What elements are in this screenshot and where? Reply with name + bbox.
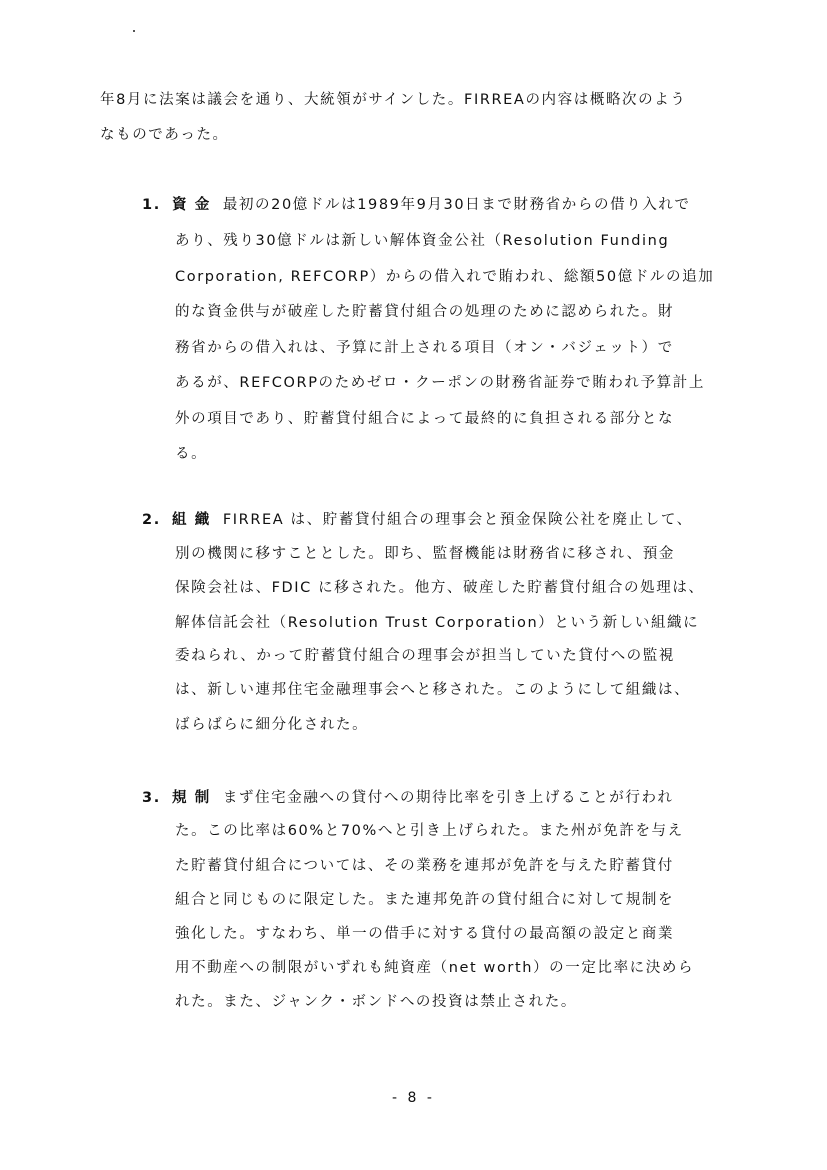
scan-mark — [133, 30, 135, 32]
section-number: 1. — [142, 197, 161, 213]
section-number: 3. — [142, 790, 161, 806]
section-title: 資 金 — [172, 197, 211, 213]
section-title: 組 織 — [172, 512, 211, 528]
section-1-heading — [142, 195, 691, 215]
section-1-line: 外の項目であり、貯蓄貸付組合によって最終的に負担される部分とな — [175, 411, 675, 427]
section-text: FIRREA は、貯蓄貸付組合の理事会と預金保険公社を廃止して、 — [222, 512, 693, 528]
section-3-line: た貯蓄貸付組合については、その業務を連邦が免許を与えた貯蓄貸付 — [175, 858, 674, 874]
section-3-line: 強化した。すなわち、単一の借手に対する貸付の最高額の設定と商業 — [175, 926, 675, 942]
section-2-line: は、新しい連邦住宅金融理事会へと移された。このようにして組織は、 — [175, 682, 691, 698]
section-1-line: る。 — [175, 446, 208, 462]
section-1-line: あり、残り30億ドルは新しい解体資金公社（Resolution Funding — [175, 233, 670, 249]
section-3-line: れた。また、ジャンク・ボンドへの投資は禁止された。 — [175, 994, 577, 1010]
section-3-line: た。この比率は60%と70%へと引き上げられた。また州が免許を与え — [175, 823, 684, 839]
section-1-line: あるが、REFCORPのためゼロ・クーポンの財務省証券で賄われ予算計上 — [175, 375, 705, 391]
section-1-line: 的な資金供与が破産した貯蓄貸付組合の処理のために認められた。財 — [175, 304, 675, 320]
section-1-line: Corporation, REFCORP）からの借入れで賄われ、総額50億ドルの追加 — [175, 269, 715, 285]
section-text: 最初の20億ドルは1989年9月30日まで財務省からの借り入れで — [222, 197, 691, 213]
section-2-line: 解体信託会社（Resolution Trust Corporation）という新しい組織に — [175, 615, 700, 631]
section-3-line: 組合と同じものに限定した。また連邦免許の貸付組合に対して規制を — [175, 892, 675, 908]
intro-line-1: 年8月に法案は議会を通り、大統領がサインした。FIRREAの内容は概略次のよう — [100, 92, 687, 108]
section-2-heading — [142, 510, 693, 530]
section-3-line: 用不動産への制限がいずれも純資産（net worth）の一定比率に決めら — [175, 960, 695, 976]
page-number: - 8 - — [392, 1090, 435, 1106]
section-title: 規 制 — [172, 790, 211, 806]
section-2-line: 保険会社は、FDIC に移された。他方、破産した貯蓄貸付組合の処理は、 — [175, 580, 705, 596]
section-3-heading — [142, 788, 674, 808]
section-1-line: 務省からの借入れは、予算に計上される項目（オン・バジェット）で — [175, 340, 674, 356]
intro-line-2: なものであった。 — [100, 127, 229, 143]
section-text: まず住宅金融への貸付への期待比率を引き上げることが行われ — [222, 790, 674, 806]
section-number: 2. — [142, 512, 161, 528]
section-2-line: 委ねられ、かって貯蓄貸付組合の理事会が担当していた貸付への監視 — [175, 648, 675, 664]
section-2-line: ばらばらに細分化された。 — [175, 717, 369, 733]
section-2-line: 別の機関に移すこととした。即ち、監督機能は財務省に移され、預金 — [175, 546, 675, 562]
